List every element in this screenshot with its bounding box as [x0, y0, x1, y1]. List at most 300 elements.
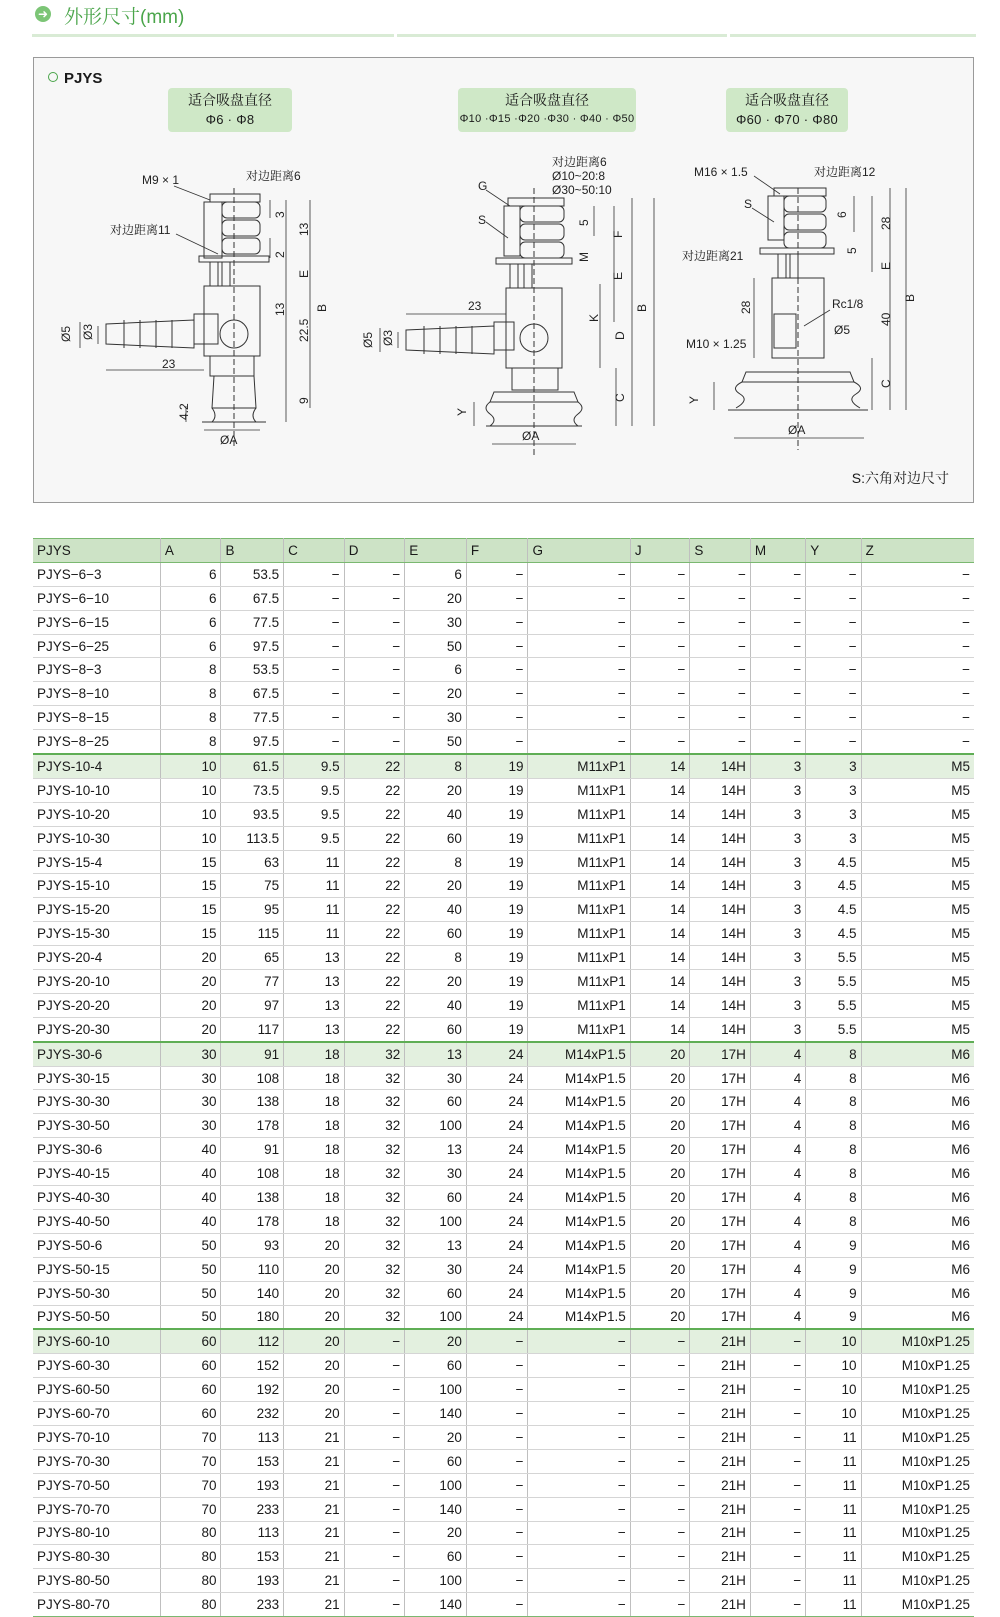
value-cell: − — [861, 682, 974, 706]
value-cell: 14H — [690, 754, 751, 778]
value-cell: 100 — [405, 1473, 467, 1497]
value-cell: 20 — [284, 1378, 345, 1402]
value-cell: 20 — [284, 1329, 345, 1353]
value-cell: M5 — [861, 898, 974, 922]
value-cell: M5 — [861, 778, 974, 802]
value-cell: 193 — [221, 1473, 284, 1497]
value-cell: 20 — [160, 970, 221, 994]
value-cell: − — [344, 730, 405, 754]
value-cell: 10 — [806, 1402, 861, 1426]
value-cell: 11 — [284, 850, 345, 874]
value-cell: 60 — [160, 1378, 221, 1402]
svg-text:E: E — [611, 271, 625, 280]
value-cell: − — [528, 682, 630, 706]
value-cell: 8 — [160, 658, 221, 682]
value-cell: 100 — [405, 1305, 467, 1329]
value-cell: 3 — [750, 826, 805, 850]
value-cell: − — [344, 562, 405, 586]
table-row — [33, 1017, 974, 1041]
value-cell: M5 — [861, 850, 974, 874]
value-cell: 21H — [690, 1521, 751, 1545]
model-cell: PJYS-50-15 — [33, 1257, 160, 1281]
value-cell: − — [528, 634, 630, 658]
value-cell: 153 — [221, 1545, 284, 1569]
svg-text:40: 40 — [879, 312, 893, 326]
value-cell: − — [284, 634, 345, 658]
value-cell: − — [750, 730, 805, 754]
value-cell: − — [630, 1378, 690, 1402]
model-cell: PJYS-60-70 — [33, 1402, 160, 1426]
svg-text:Ø5: Ø5 — [59, 325, 73, 342]
table-row — [33, 1354, 974, 1378]
value-cell: − — [861, 562, 974, 586]
value-cell: 11 — [806, 1497, 861, 1521]
value-cell: 8 — [806, 1066, 861, 1090]
value-cell: 10 — [806, 1378, 861, 1402]
column-header: B — [221, 539, 284, 563]
table-row — [33, 1066, 974, 1090]
value-cell: 18 — [284, 1209, 345, 1233]
svg-text:Y: Y — [687, 395, 701, 404]
value-cell: 50 — [160, 1281, 221, 1305]
value-cell: − — [861, 706, 974, 730]
value-cell: 11 — [284, 922, 345, 946]
svg-text:28: 28 — [739, 300, 753, 314]
value-cell: 10 — [806, 1329, 861, 1353]
svg-text:M10 × 1.25: M10 × 1.25 — [686, 337, 747, 351]
svg-text:K: K — [587, 313, 601, 322]
value-cell: 80 — [160, 1521, 221, 1545]
value-cell: 21H — [690, 1497, 751, 1521]
section-header — [32, 0, 976, 42]
value-cell: − — [466, 1329, 528, 1353]
value-cell: 17H — [690, 1233, 751, 1257]
value-cell: M11xP1 — [528, 826, 630, 850]
value-cell: 5.5 — [806, 946, 861, 970]
value-cell: 14H — [690, 778, 751, 802]
value-cell: 17H — [690, 1257, 751, 1281]
value-cell: 20 — [405, 874, 467, 898]
value-cell: 22 — [344, 802, 405, 826]
svg-text:3: 3 — [273, 211, 287, 218]
value-cell: 20 — [630, 1233, 690, 1257]
value-cell: M6 — [861, 1138, 974, 1162]
value-cell: 178 — [221, 1209, 284, 1233]
svg-text:2: 2 — [273, 251, 287, 258]
value-cell: M11xP1 — [528, 778, 630, 802]
value-cell: 70 — [160, 1449, 221, 1473]
model-cell: PJYS−6−3 — [33, 562, 160, 586]
value-cell: 13 — [405, 1042, 467, 1066]
svg-text:5: 5 — [845, 247, 859, 254]
table-row — [33, 826, 974, 850]
value-cell: − — [344, 634, 405, 658]
model-cell: PJYS−6−15 — [33, 610, 160, 634]
value-cell: 70 — [160, 1497, 221, 1521]
value-cell: − — [750, 1545, 805, 1569]
value-cell: − — [466, 1569, 528, 1593]
value-cell: M6 — [861, 1042, 974, 1066]
diagram-small-cup-labels — [59, 168, 329, 447]
value-cell: − — [466, 1473, 528, 1497]
value-cell: 17H — [690, 1209, 751, 1233]
value-cell: − — [630, 1593, 690, 1617]
value-cell: 20 — [405, 778, 467, 802]
value-cell: 80 — [160, 1569, 221, 1593]
value-cell: 193 — [221, 1569, 284, 1593]
value-cell: M6 — [861, 1090, 974, 1114]
value-cell: 60 — [405, 922, 467, 946]
value-cell: 21 — [284, 1569, 345, 1593]
value-cell: 4 — [750, 1305, 805, 1329]
svg-text:B: B — [635, 303, 649, 312]
value-cell: M5 — [861, 970, 974, 994]
value-cell: − — [466, 1521, 528, 1545]
model-cell: PJYS-10-4 — [33, 754, 160, 778]
value-cell: − — [690, 706, 751, 730]
value-cell: − — [750, 634, 805, 658]
value-cell: 14H — [690, 826, 751, 850]
value-cell: M14xP1.5 — [528, 1090, 630, 1114]
value-cell: M11xP1 — [528, 874, 630, 898]
value-cell: − — [344, 1449, 405, 1473]
svg-text:E: E — [297, 269, 311, 278]
value-cell: 11 — [806, 1545, 861, 1569]
value-cell: − — [528, 658, 630, 682]
value-cell: 32 — [344, 1281, 405, 1305]
svg-text:B: B — [315, 303, 329, 312]
value-cell: M5 — [861, 826, 974, 850]
value-cell: 24 — [466, 1281, 528, 1305]
value-cell: 97 — [221, 993, 284, 1017]
table-row — [33, 1402, 974, 1426]
value-cell: M5 — [861, 802, 974, 826]
table-row — [33, 754, 974, 778]
value-cell: M11xP1 — [528, 970, 630, 994]
table-row — [33, 1090, 974, 1114]
value-cell: M10xP1.25 — [861, 1473, 974, 1497]
value-cell: 73.5 — [221, 778, 284, 802]
value-cell: 20 — [284, 1305, 345, 1329]
value-cell: − — [466, 586, 528, 610]
value-cell: 9.5 — [284, 778, 345, 802]
value-cell: 3 — [806, 754, 861, 778]
value-cell: 21 — [284, 1521, 345, 1545]
badge-size-range-1: 适合吸盘直径 Φ6 · Φ8 — [168, 88, 292, 132]
value-cell: − — [344, 610, 405, 634]
value-cell: M11xP1 — [528, 946, 630, 970]
value-cell: 40 — [160, 1138, 221, 1162]
value-cell: 232 — [221, 1402, 284, 1426]
svg-text:Ø3: Ø3 — [381, 329, 395, 346]
value-cell: − — [528, 1329, 630, 1353]
value-cell: − — [806, 730, 861, 754]
value-cell: 24 — [466, 1042, 528, 1066]
svg-text:C: C — [879, 379, 893, 388]
value-cell: 13 — [405, 1233, 467, 1257]
column-header: Y — [806, 539, 861, 563]
value-cell: 21H — [690, 1473, 751, 1497]
value-cell: 21H — [690, 1354, 751, 1378]
value-cell: 50 — [160, 1257, 221, 1281]
body-left — [204, 202, 222, 258]
value-cell: 17H — [690, 1138, 751, 1162]
value-cell: − — [630, 1545, 690, 1569]
svg-text:B: B — [903, 293, 917, 302]
value-cell: − — [630, 1569, 690, 1593]
value-cell: − — [466, 1593, 528, 1617]
value-cell: 40 — [160, 1186, 221, 1210]
value-cell: 19 — [466, 922, 528, 946]
value-cell: 63 — [221, 850, 284, 874]
value-cell: 14H — [690, 850, 751, 874]
value-cell: 20 — [630, 1209, 690, 1233]
value-cell: 20 — [405, 970, 467, 994]
value-cell: 21H — [690, 1378, 751, 1402]
value-cell: 3 — [750, 1017, 805, 1041]
value-cell: M10xP1.25 — [861, 1329, 974, 1353]
svg-text:13: 13 — [297, 222, 311, 236]
value-cell: 10 — [806, 1354, 861, 1378]
value-cell: 10 — [160, 754, 221, 778]
value-cell: − — [528, 1545, 630, 1569]
value-cell: 14H — [690, 946, 751, 970]
value-cell: − — [690, 610, 751, 634]
model-cell: PJYS-40-15 — [33, 1162, 160, 1186]
value-cell: 8 — [806, 1138, 861, 1162]
value-cell: 24 — [466, 1138, 528, 1162]
value-cell: 40 — [405, 898, 467, 922]
value-cell: M10xP1.25 — [861, 1402, 974, 1426]
value-cell: 22 — [344, 922, 405, 946]
value-cell: − — [630, 682, 690, 706]
model-cell: PJYS−8−25 — [33, 730, 160, 754]
value-cell: 153 — [221, 1449, 284, 1473]
svg-text:对边距离6: 对边距离6 — [552, 155, 607, 169]
value-cell: 6 — [160, 610, 221, 634]
value-cell: − — [630, 1354, 690, 1378]
value-cell: 15 — [160, 898, 221, 922]
table-row — [33, 874, 974, 898]
value-cell: − — [750, 706, 805, 730]
value-cell: − — [690, 586, 751, 610]
model-cell: PJYS-15-30 — [33, 922, 160, 946]
value-cell: 19 — [466, 850, 528, 874]
value-cell: M6 — [861, 1305, 974, 1329]
value-cell: M6 — [861, 1162, 974, 1186]
column-header: Z — [861, 539, 974, 563]
value-cell: − — [750, 1354, 805, 1378]
table-row — [33, 658, 974, 682]
value-cell: 32 — [344, 1138, 405, 1162]
svg-text:Ø3: Ø3 — [81, 323, 95, 340]
value-cell: 14 — [630, 850, 690, 874]
value-cell: 19 — [466, 946, 528, 970]
value-cell: 8 — [806, 1186, 861, 1210]
value-cell: 3 — [750, 922, 805, 946]
table-row — [33, 850, 974, 874]
svg-text:M9 × 1: M9 × 1 — [142, 173, 180, 187]
value-cell: 11 — [806, 1425, 861, 1449]
value-cell: 77.5 — [221, 610, 284, 634]
value-cell: 60 — [405, 1017, 467, 1041]
value-cell: 22 — [344, 850, 405, 874]
value-cell: − — [690, 634, 751, 658]
value-cell: 113 — [221, 1425, 284, 1449]
value-cell: M11xP1 — [528, 1017, 630, 1041]
value-cell: 20 — [630, 1042, 690, 1066]
column-header: S — [690, 539, 751, 563]
value-cell: − — [528, 1425, 630, 1449]
model-cell: PJYS-20-30 — [33, 1017, 160, 1041]
value-cell: 21 — [284, 1449, 345, 1473]
value-cell: M14xP1.5 — [528, 1114, 630, 1138]
value-cell: 60 — [160, 1329, 221, 1353]
value-cell: 60 — [160, 1354, 221, 1378]
value-cell: 112 — [221, 1329, 284, 1353]
value-cell: 3 — [750, 754, 805, 778]
value-cell: 21H — [690, 1545, 751, 1569]
svg-text:ØA: ØA — [522, 429, 540, 443]
value-cell: M11xP1 — [528, 993, 630, 1017]
value-cell: 13 — [284, 970, 345, 994]
value-cell: 19 — [466, 754, 528, 778]
column-header: F — [466, 539, 528, 563]
value-cell: 8 — [806, 1090, 861, 1114]
value-cell: 14 — [630, 970, 690, 994]
dimension-table — [33, 538, 974, 1617]
value-cell: 4 — [750, 1042, 805, 1066]
model-cell: PJYS-20-4 — [33, 946, 160, 970]
svg-text:Ø5: Ø5 — [834, 323, 851, 337]
value-cell: 30 — [405, 706, 467, 730]
value-cell: − — [528, 610, 630, 634]
svg-text:9: 9 — [297, 397, 311, 404]
value-cell: 61.5 — [221, 754, 284, 778]
svg-text:5: 5 — [577, 219, 591, 226]
table-row — [33, 586, 974, 610]
value-cell: 24 — [466, 1162, 528, 1186]
value-cell: 17H — [690, 1114, 751, 1138]
value-cell: 22 — [344, 970, 405, 994]
value-cell: 14 — [630, 826, 690, 850]
value-cell: 14H — [690, 802, 751, 826]
value-cell: − — [690, 730, 751, 754]
value-cell: 70 — [160, 1473, 221, 1497]
value-cell: 113.5 — [221, 826, 284, 850]
value-cell: 13 — [405, 1138, 467, 1162]
model-cell: PJYS-80-50 — [33, 1569, 160, 1593]
table-row — [33, 1281, 974, 1305]
value-cell: 4.5 — [806, 898, 861, 922]
value-cell: M14xP1.5 — [528, 1305, 630, 1329]
value-cell: 6 — [405, 562, 467, 586]
table-row — [33, 682, 974, 706]
value-cell: 4.5 — [806, 922, 861, 946]
value-cell: 20 — [284, 1233, 345, 1257]
value-cell: 18 — [284, 1114, 345, 1138]
value-cell: − — [344, 1329, 405, 1353]
table-row — [33, 1162, 974, 1186]
value-cell: − — [861, 730, 974, 754]
value-cell: − — [344, 586, 405, 610]
value-cell: 152 — [221, 1354, 284, 1378]
value-cell: 19 — [466, 898, 528, 922]
value-cell: M14xP1.5 — [528, 1257, 630, 1281]
value-cell: − — [344, 682, 405, 706]
value-cell: M10xP1.25 — [861, 1521, 974, 1545]
value-cell: 100 — [405, 1378, 467, 1402]
model-cell: PJYS-80-10 — [33, 1521, 160, 1545]
value-cell: 17H — [690, 1042, 751, 1066]
value-cell: − — [344, 706, 405, 730]
value-cell: 20 — [630, 1090, 690, 1114]
value-cell: M10xP1.25 — [861, 1425, 974, 1449]
value-cell: 8 — [160, 706, 221, 730]
value-cell: 14 — [630, 754, 690, 778]
value-cell: 11 — [806, 1473, 861, 1497]
value-cell: 110 — [221, 1257, 284, 1281]
value-cell: 8 — [160, 682, 221, 706]
hex-size-note: S:六角对边尺寸 — [851, 470, 949, 486]
table-row — [33, 1305, 974, 1329]
value-cell: − — [528, 1593, 630, 1617]
value-cell: 75 — [221, 874, 284, 898]
model-cell: PJYS-30-6 — [33, 1042, 160, 1066]
column-header: D — [344, 539, 405, 563]
value-cell: M14xP1.5 — [528, 1209, 630, 1233]
table-row — [33, 610, 974, 634]
value-cell: − — [750, 1449, 805, 1473]
value-cell: − — [630, 658, 690, 682]
table-row — [33, 993, 974, 1017]
model-cell: PJYS-50-6 — [33, 1233, 160, 1257]
value-cell: − — [344, 1545, 405, 1569]
value-cell: − — [750, 1425, 805, 1449]
value-cell: 77.5 — [221, 706, 284, 730]
table-row — [33, 1449, 974, 1473]
value-cell: 14H — [690, 922, 751, 946]
value-cell: 11 — [806, 1449, 861, 1473]
table-row — [33, 1257, 974, 1281]
value-cell: − — [528, 1354, 630, 1378]
value-cell: − — [466, 634, 528, 658]
value-cell: 97.5 — [221, 730, 284, 754]
value-cell: M5 — [861, 1017, 974, 1041]
table-row — [33, 1521, 974, 1545]
value-cell: − — [630, 562, 690, 586]
value-cell: − — [528, 1497, 630, 1521]
svg-text:22.5: 22.5 — [297, 318, 311, 342]
value-cell: 20 — [405, 682, 467, 706]
svg-text:4.2: 4.2 — [177, 403, 191, 420]
value-cell: M6 — [861, 1281, 974, 1305]
value-cell: 4 — [750, 1162, 805, 1186]
value-cell: 50 — [405, 634, 467, 658]
value-cell: M5 — [861, 922, 974, 946]
value-cell: 32 — [344, 1305, 405, 1329]
value-cell: 60 — [405, 1090, 467, 1114]
value-cell: − — [466, 706, 528, 730]
value-cell: 40 — [160, 1209, 221, 1233]
value-cell: 70 — [160, 1425, 221, 1449]
value-cell: 20 — [630, 1305, 690, 1329]
value-cell: 32 — [344, 1066, 405, 1090]
value-cell: − — [466, 1378, 528, 1402]
value-cell: 233 — [221, 1497, 284, 1521]
value-cell: 21H — [690, 1402, 751, 1426]
value-cell: − — [344, 658, 405, 682]
